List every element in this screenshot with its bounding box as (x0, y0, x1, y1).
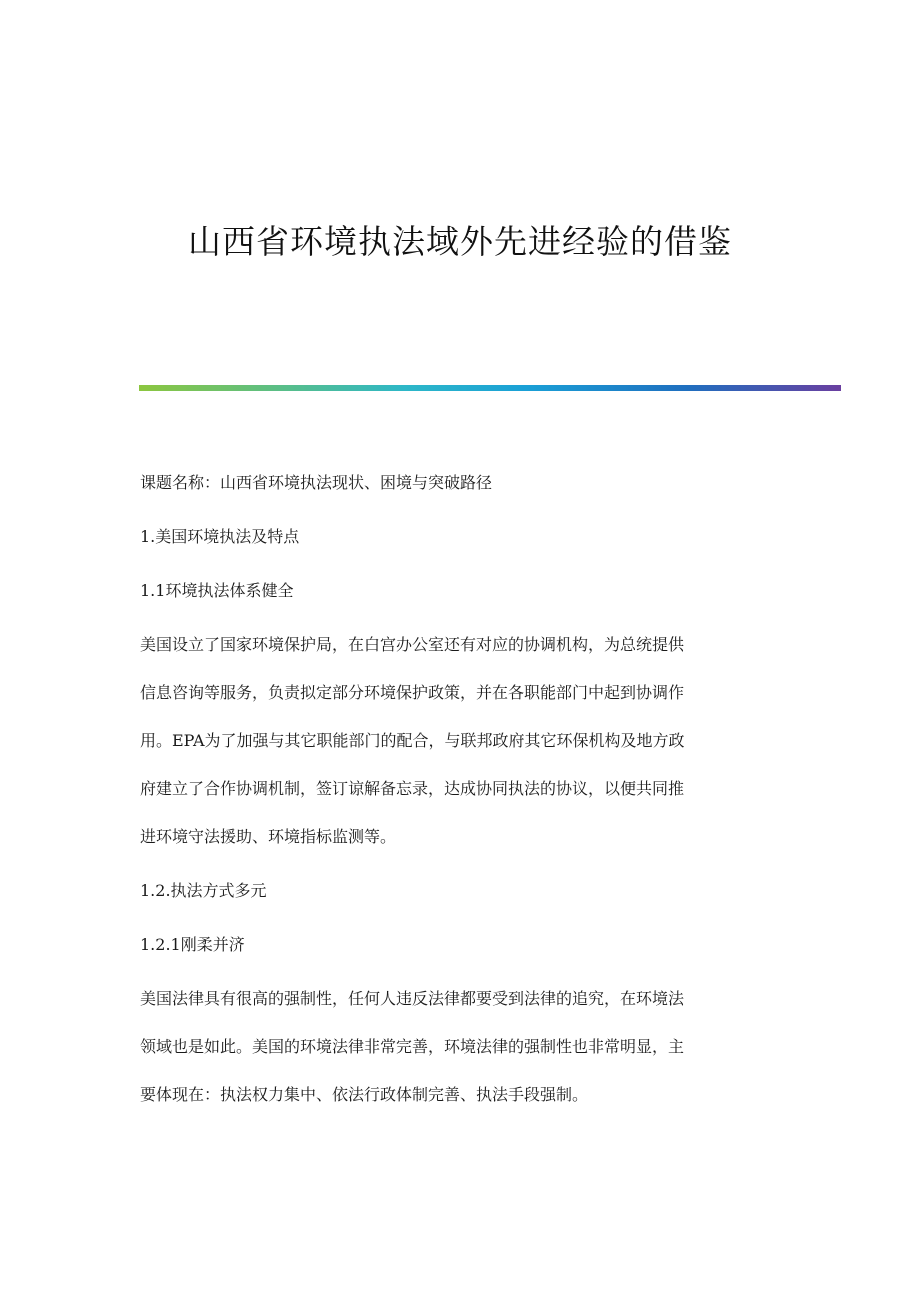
paragraph-1-line: 府建立了合作协调机制，签订谅解备忘录，达成协同执法的协议，以便共同推 (140, 779, 685, 798)
heading-1: 1.美国环境执法及特点 (140, 527, 300, 546)
paragraph-2-line: 美国法律具有很高的强制性，任何人违反法律都要受到法律的追究，在环境法 (140, 989, 685, 1008)
document-title: 山西省环境执法域外先进经验的借鉴 (188, 222, 732, 261)
paragraph-1-line: 信息咨询等服务，负责拟定部分环境保护政策，并在各职能部门中起到协调作 (140, 683, 685, 702)
paragraph-2 (140, 975, 772, 1119)
paragraph-2-line: 领域也是如此。美国的环境法律非常完善，环境法律的强制性也非常明显，主 (140, 1037, 685, 1056)
subject-line: 课题名称：山西省环境执法现状、困境与突破路径 (140, 473, 493, 492)
heading-1-2: 1.2.执法方式多元 (140, 881, 267, 900)
paragraph-1-line: 美国设立了国家环境保护局，在白宫办公室还有对应的协调机构，为总统提供 (140, 635, 685, 654)
paragraph-1-line: 用。EPA为了加强与其它职能部门的配合，与联邦政府其它环保机构及地方政 (140, 731, 685, 750)
document-body (140, 465, 772, 1119)
paragraph-2-line: 要体现在：执法权力集中、依法行政体制完善、执法手段强制。 (140, 1085, 589, 1104)
paragraph-1 (140, 621, 772, 861)
heading-1-1: 1.1环境执法体系健全 (140, 581, 294, 600)
heading-1-2-1: 1.2.1刚柔并济 (140, 935, 245, 954)
paragraph-1-line: 进环境守法援助、环境指标监测等。 (140, 827, 397, 846)
title-divider (139, 385, 841, 391)
